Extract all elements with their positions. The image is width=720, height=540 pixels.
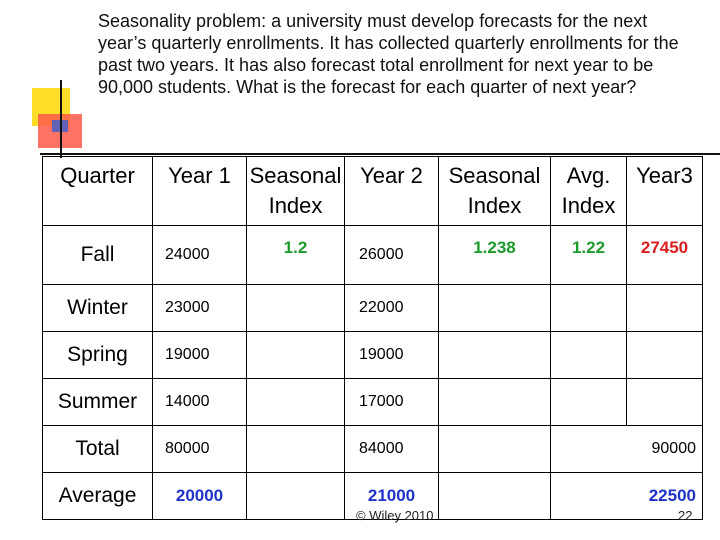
year2-cell: 17000 (345, 379, 439, 426)
header-seasonal-index-1: Seasonal Index (247, 157, 345, 226)
table-row (43, 332, 703, 379)
year2-cell: 19000 (345, 332, 439, 379)
header-quarter: Quarter (43, 157, 153, 226)
table-row (43, 379, 703, 426)
year3-cell (627, 332, 703, 379)
year3-cell: 27450 (627, 226, 703, 285)
average-year3: 22500 (627, 473, 703, 520)
year3-cell (627, 379, 703, 426)
year1-cell: 19000 (153, 332, 247, 379)
quarter-cell: Winter (43, 285, 153, 332)
avg-index-cell (551, 332, 627, 379)
page-number: 22 (678, 508, 693, 523)
header-year1: Year 1 (153, 157, 247, 226)
avg-index-cell: 1.22 (551, 226, 627, 285)
seasonal-index-1-cell: 1.2 (247, 226, 345, 285)
year3-cell (627, 285, 703, 332)
table-row (43, 226, 703, 285)
year2-cell: 22000 (345, 285, 439, 332)
problem-statement: Seasonality problem: a university must develop forecasts for the next year’s quarterly enrollments. It has collected quarterly enrollments for the past two years. It has also forecast total enrollment for next year to be 90,000 students. What is the forecast for each quarter of next year? (98, 11, 679, 97)
avg-index-cell (551, 285, 627, 332)
enrollment-table (42, 156, 703, 520)
header-seasonal-index-2: Seasonal Index (439, 157, 551, 226)
seasonal-index-2-cell (439, 379, 551, 426)
total-seasonal-index-1 (247, 426, 345, 473)
seasonal-index-2-cell (439, 332, 551, 379)
year2-cell: 26000 (345, 226, 439, 285)
average-seasonal-index-1 (247, 473, 345, 520)
header-avg-index: Avg. Index (551, 157, 627, 226)
seasonal-index-1-cell (247, 379, 345, 426)
header-row (43, 157, 703, 226)
year1-cell: 23000 (153, 285, 247, 332)
total-seasonal-index-2 (439, 426, 551, 473)
average-year1: 20000 (153, 473, 247, 520)
quarter-cell: Summer (43, 379, 153, 426)
total-year3: 90000 (627, 426, 703, 473)
quarter-cell: Spring (43, 332, 153, 379)
seasonal-index-1-cell (247, 285, 345, 332)
year1-cell: 14000 (153, 379, 247, 426)
table-row (43, 285, 703, 332)
copyright-footer: © Wiley 2010 (356, 508, 434, 523)
year1-cell: 24000 (153, 226, 247, 285)
total-row (43, 426, 703, 473)
total-avg-index (551, 426, 627, 473)
average-label: Average (43, 473, 153, 520)
total-year1: 80000 (153, 426, 247, 473)
quarter-cell: Fall (43, 226, 153, 285)
total-year2: 84000 (345, 426, 439, 473)
total-label: Total (43, 426, 153, 473)
seasonal-index-1-cell (247, 332, 345, 379)
average-seasonal-index-2 (439, 473, 551, 520)
seasonal-index-2-cell: 1.238 (439, 226, 551, 285)
average-year2: 21000 (345, 473, 439, 520)
header-year3: Year3 (627, 157, 703, 226)
avg-index-cell (551, 379, 627, 426)
average-avg-index (551, 473, 627, 520)
seasonal-index-2-cell (439, 285, 551, 332)
header-year2: Year 2 (345, 157, 439, 226)
logo-vertical-line (60, 80, 62, 158)
title-divider-line (40, 153, 720, 155)
